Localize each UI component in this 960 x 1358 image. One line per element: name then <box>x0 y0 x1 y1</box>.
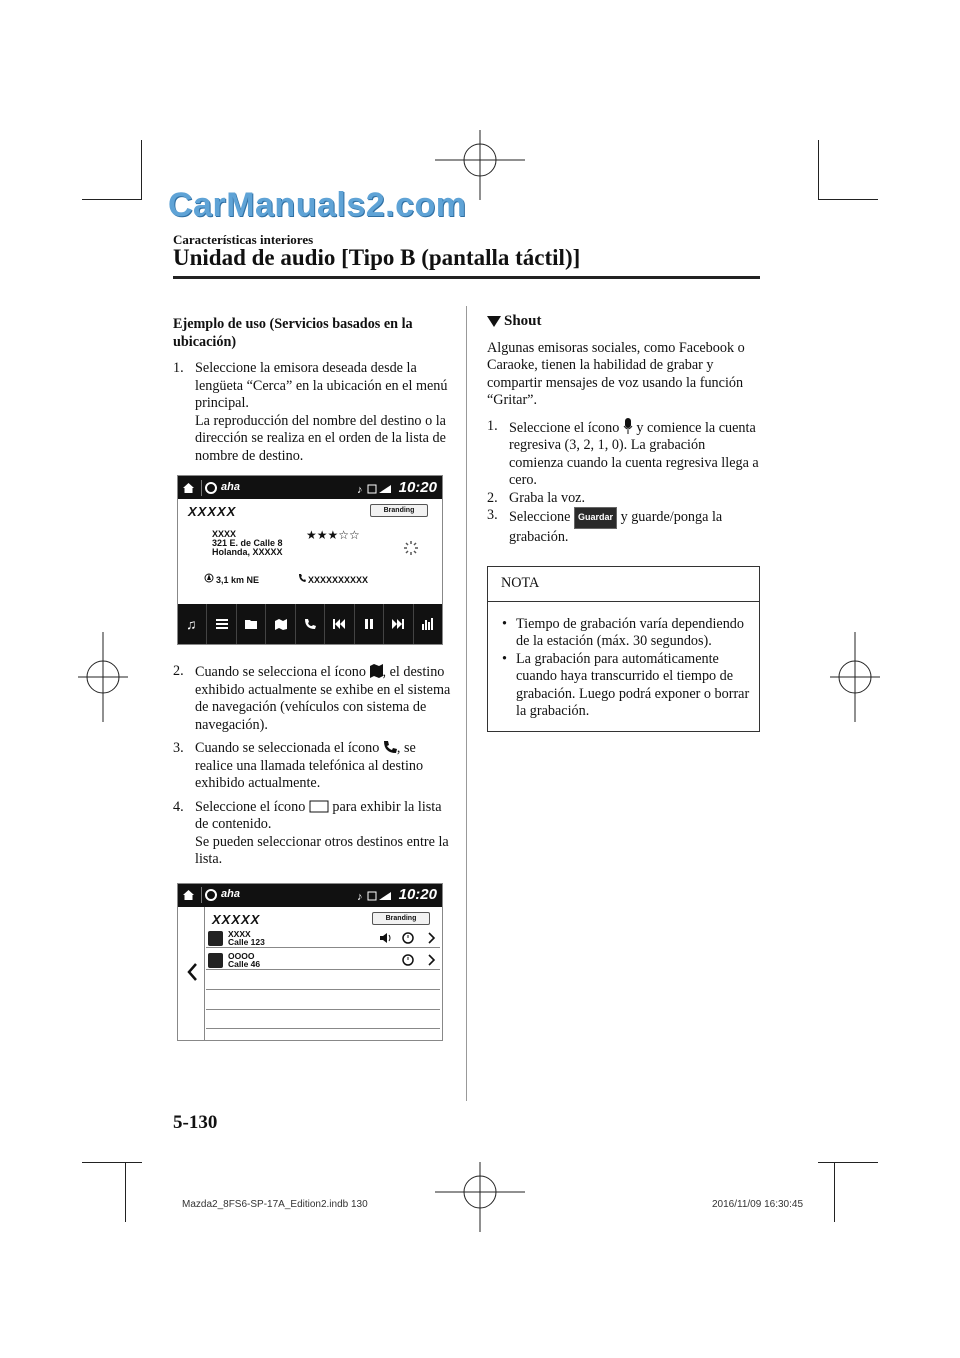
crop-mark <box>818 199 878 200</box>
list-item[interactable]: XXXX Calle 123 <box>206 928 440 948</box>
step-number: 4. <box>173 798 184 815</box>
app-name: aha <box>221 888 240 901</box>
step-extra: La reproducción del nombre del destino o la dirección se realiza en el orden de la lista de nombre de destino. <box>195 412 446 464</box>
crop-mark <box>82 199 142 200</box>
svg-text:♪: ♪ <box>356 483 363 495</box>
list-item[interactable]: OOOO Calle 46 <box>206 950 440 970</box>
divider <box>201 480 202 496</box>
footer-timestamp: 2016/11/09 16:30:45 <box>712 1199 804 1210</box>
list-divider <box>206 1028 440 1029</box>
list-divider <box>206 1009 440 1010</box>
divider <box>201 887 202 903</box>
shout-intro: Algunas emisoras sociales, como Facebook o Caraoke, tienen la habilidad de grabar y compartir mensajes de voz usando la función “Gritar”. <box>487 339 745 408</box>
music-icon[interactable] <box>178 604 207 644</box>
distance-label: 3,1 km NE <box>216 575 260 585</box>
step-1 <box>173 360 451 465</box>
nota-box <box>487 566 760 732</box>
step-3: 3. Cuando se seleccionada el ícono , se realice una llamada telefónica al destino exhibido actualmente. <box>173 740 424 791</box>
app-name: aha <box>221 480 240 493</box>
back-arrow-icon[interactable] <box>186 962 198 982</box>
step-4: 4. Seleccione el ícono para exhibir la lista de contenido. Se pueden seleccionar otros destinos entre la lista. <box>173 798 449 867</box>
status-bar <box>178 884 442 907</box>
phone-number: XXXXXXXXXX <box>308 575 369 585</box>
crop-mark <box>141 140 142 200</box>
column-divider <box>466 306 467 1101</box>
status-bar <box>178 476 442 499</box>
crop-mark <box>125 1162 126 1222</box>
disc-icon <box>205 889 217 901</box>
usage-example-heading: Ejemplo de uso (Servicios basados en la ubicación) <box>173 316 413 350</box>
navigation-icon <box>370 663 383 678</box>
home-icon[interactable] <box>178 476 198 499</box>
station-name: XXXXX <box>188 504 237 519</box>
phone-icon <box>383 740 397 754</box>
map-pin-icon[interactable] <box>266 604 295 644</box>
shout-heading: Shout <box>487 313 760 331</box>
status-icons <box>357 481 395 495</box>
page-title: Unidad de audio [Tipo B (pantalla táctil)] <box>173 245 581 270</box>
destination-info: XXXX 321 E. de Calle 8 Holanda, XXXXX <box>212 529 283 557</box>
status-icons <box>357 888 395 902</box>
left-column <box>173 316 451 1043</box>
registration-mark-icon <box>435 1162 525 1232</box>
equalizer-icon[interactable] <box>414 604 442 644</box>
loading-spinner-icon <box>403 540 419 556</box>
row-action-icons <box>378 931 436 945</box>
home-icon[interactable] <box>178 884 198 907</box>
page-number: 5-130 <box>173 1112 218 1133</box>
title-rule <box>173 276 760 279</box>
next-icon[interactable] <box>384 604 413 644</box>
step-number: 1. <box>487 417 498 434</box>
compass-icon <box>204 573 214 583</box>
shout-step-2: 2. Graba la voz. <box>487 489 586 506</box>
nota-title: NOTA <box>488 567 759 602</box>
section-label: Características interiores <box>173 232 314 247</box>
microphone-icon <box>623 418 633 434</box>
clock: 10:20 <box>398 478 437 496</box>
audio-screen-nearby <box>177 475 443 645</box>
crop-mark <box>818 1162 878 1163</box>
step-number: 1. <box>173 360 184 376</box>
registration-mark-icon <box>78 632 128 722</box>
svg-text:★★★☆☆: ★★★☆☆ <box>306 528 360 540</box>
watermark: CarManuals2.com <box>168 186 467 224</box>
step-number: 2. <box>487 489 498 506</box>
triangle-bullet-icon <box>487 316 501 327</box>
right-column <box>487 313 760 732</box>
step-text: Seleccione la emisora deseada desde la lengüeta “Cerca” en la ubicación en el menú principal. <box>195 360 448 411</box>
step-number: 3. <box>487 507 498 523</box>
step-number: 2. <box>173 663 184 679</box>
shout-step-3: 3. Seleccione Guardar y guarde/ponga la grabación. <box>487 507 723 545</box>
phone-icon[interactable] <box>296 604 325 644</box>
nota-bullet: • Tiempo de grabación varía dependiendo de la estación (máx. 30 segundos). <box>502 615 744 649</box>
shout-step-1: 1. Seleccione el ícono y comience la cuenta regresiva (3, 2, 1, 0). La grabación comienza cuando la cuenta regresiva llega a cero. <box>487 417 759 488</box>
guardar-button: Guardar <box>574 507 617 529</box>
disc-icon <box>205 482 217 494</box>
crop-mark <box>82 1162 142 1163</box>
clock: 10:20 <box>398 886 437 904</box>
step-2: 2. Cuando se selecciona el ícono , el destino exhibido actualmente se exhibe en el sistema de navegación (vehículos con sistema de navegación). <box>173 663 451 733</box>
step-number: 3. <box>173 740 184 756</box>
branding-badge: Branding <box>370 504 428 517</box>
crop-mark <box>818 140 819 200</box>
screen-1-wrapper <box>173 475 451 651</box>
phone-icon <box>298 573 306 583</box>
screen-2-wrapper <box>173 883 451 1043</box>
registration-mark-icon <box>830 632 880 722</box>
svg-text:♫: ♫ <box>186 617 197 631</box>
list-divider <box>206 989 440 990</box>
previous-icon[interactable] <box>325 604 354 644</box>
branding-badge: Branding <box>372 912 430 925</box>
nota-bullet: • La grabación para automáticamente cuando haya transcurrido el tiempo de grabación. Luego podrá exponer o borrar la grabación. <box>502 650 750 719</box>
pause-icon[interactable] <box>355 604 384 644</box>
station-name: XXXXX <box>212 911 261 927</box>
content-list-icon <box>309 799 329 813</box>
thumbnail-icon <box>208 953 223 968</box>
folder-icon[interactable] <box>237 604 266 644</box>
rating-stars-icon <box>306 528 362 540</box>
list-icon[interactable] <box>207 604 236 644</box>
audio-screen-list <box>177 883 443 1041</box>
crop-mark <box>834 1162 835 1222</box>
footer-file-info: Mazda2_8FS6-SP-17A_Edition2.indb 130 <box>182 1199 368 1210</box>
row-action-icons <box>378 953 436 967</box>
divider <box>204 907 205 1040</box>
svg-text:♪: ♪ <box>356 891 363 902</box>
media-toolbar <box>178 604 442 644</box>
thumbnail-icon <box>208 931 223 946</box>
